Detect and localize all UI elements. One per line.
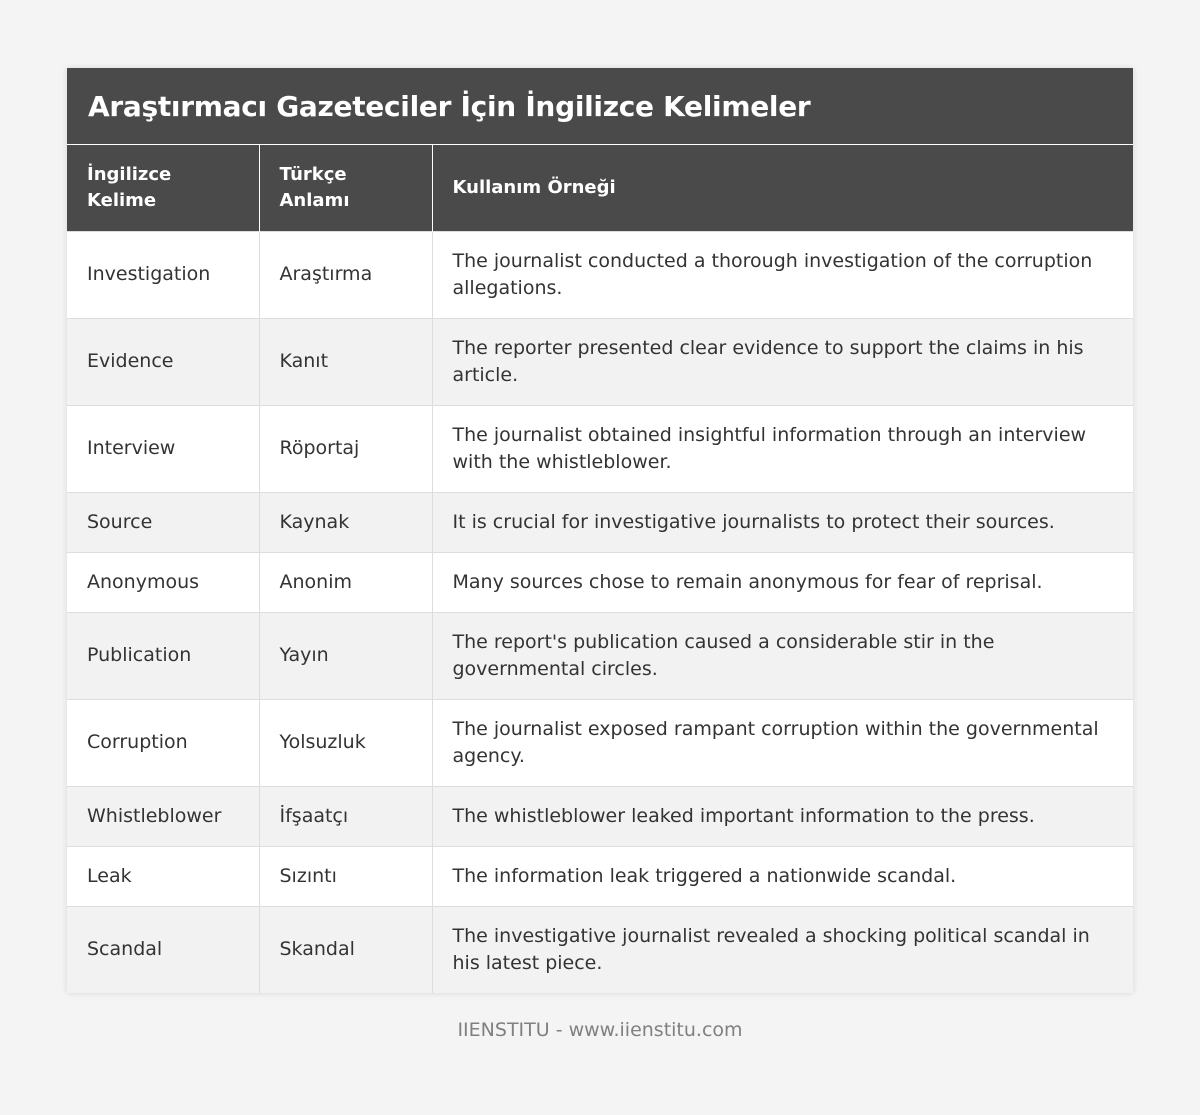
cell-turkish: Yayın xyxy=(259,612,432,699)
cell-example: The information leak triggered a nationwide scandal. xyxy=(432,846,1133,906)
table-row xyxy=(67,552,1133,612)
table-row xyxy=(67,492,1133,552)
table-row xyxy=(67,786,1133,846)
cell-english: Source xyxy=(67,492,259,552)
table-row xyxy=(67,906,1133,993)
cell-example: Many sources chose to remain anonymous for fear of reprisal. xyxy=(432,552,1133,612)
table-header xyxy=(67,145,1133,231)
cell-english: Interview xyxy=(67,405,259,492)
cell-example: The whistleblower leaked important information to the press. xyxy=(432,786,1133,846)
cell-turkish: Röportaj xyxy=(259,405,432,492)
cell-turkish: Skandal xyxy=(259,906,432,993)
cell-turkish: Yolsuzluk xyxy=(259,699,432,786)
cell-english: Anonymous xyxy=(67,552,259,612)
title-bar xyxy=(67,68,1133,145)
table-row xyxy=(67,318,1133,405)
cell-turkish: Kanıt xyxy=(259,318,432,405)
table-row xyxy=(67,231,1133,318)
cell-english: Scandal xyxy=(67,906,259,993)
cell-example: The journalist exposed rampant corruption within the governmental agency. xyxy=(432,699,1133,786)
cell-turkish: İfşaatçı xyxy=(259,786,432,846)
table-row xyxy=(67,846,1133,906)
header-usage-example: Kullanım Örneği xyxy=(432,145,1133,231)
cell-turkish: Anonim xyxy=(259,552,432,612)
cell-example: It is crucial for investigative journalists to protect their sources. xyxy=(432,492,1133,552)
cell-english: Leak xyxy=(67,846,259,906)
cell-english: Corruption xyxy=(67,699,259,786)
cell-example: The journalist obtained insightful information through an interview with the whistleblower. xyxy=(432,405,1133,492)
cell-example: The report's publication caused a considerable stir in the governmental circles. xyxy=(432,612,1133,699)
table-row xyxy=(67,405,1133,492)
vocabulary-table xyxy=(67,145,1133,993)
cell-example: The reporter presented clear evidence to support the claims in his article. xyxy=(432,318,1133,405)
footer-credit: IIENSTITU - www.iienstitu.com xyxy=(457,1019,743,1041)
cell-example: The journalist conducted a thorough investigation of the corruption allegations. xyxy=(432,231,1133,318)
header-english-word: İngilizce Kelime xyxy=(67,145,259,231)
cell-turkish: Araştırma xyxy=(259,231,432,318)
cell-turkish: Sızıntı xyxy=(259,846,432,906)
cell-example: The investigative journalist revealed a shocking political scandal in his latest piece. xyxy=(432,906,1133,993)
table-row xyxy=(67,612,1133,699)
cell-english: Evidence xyxy=(67,318,259,405)
table-body xyxy=(67,231,1133,993)
cell-english: Investigation xyxy=(67,231,259,318)
cell-turkish: Kaynak xyxy=(259,492,432,552)
cell-english: Whistleblower xyxy=(67,786,259,846)
header-turkish-meaning: Türkçe Anlamı xyxy=(259,145,432,231)
table-row xyxy=(67,699,1133,786)
cell-english: Publication xyxy=(67,612,259,699)
vocabulary-card xyxy=(67,68,1133,993)
page-title: Araştırmacı Gazeteciler İçin İngilizce Kelimeler xyxy=(88,89,811,123)
